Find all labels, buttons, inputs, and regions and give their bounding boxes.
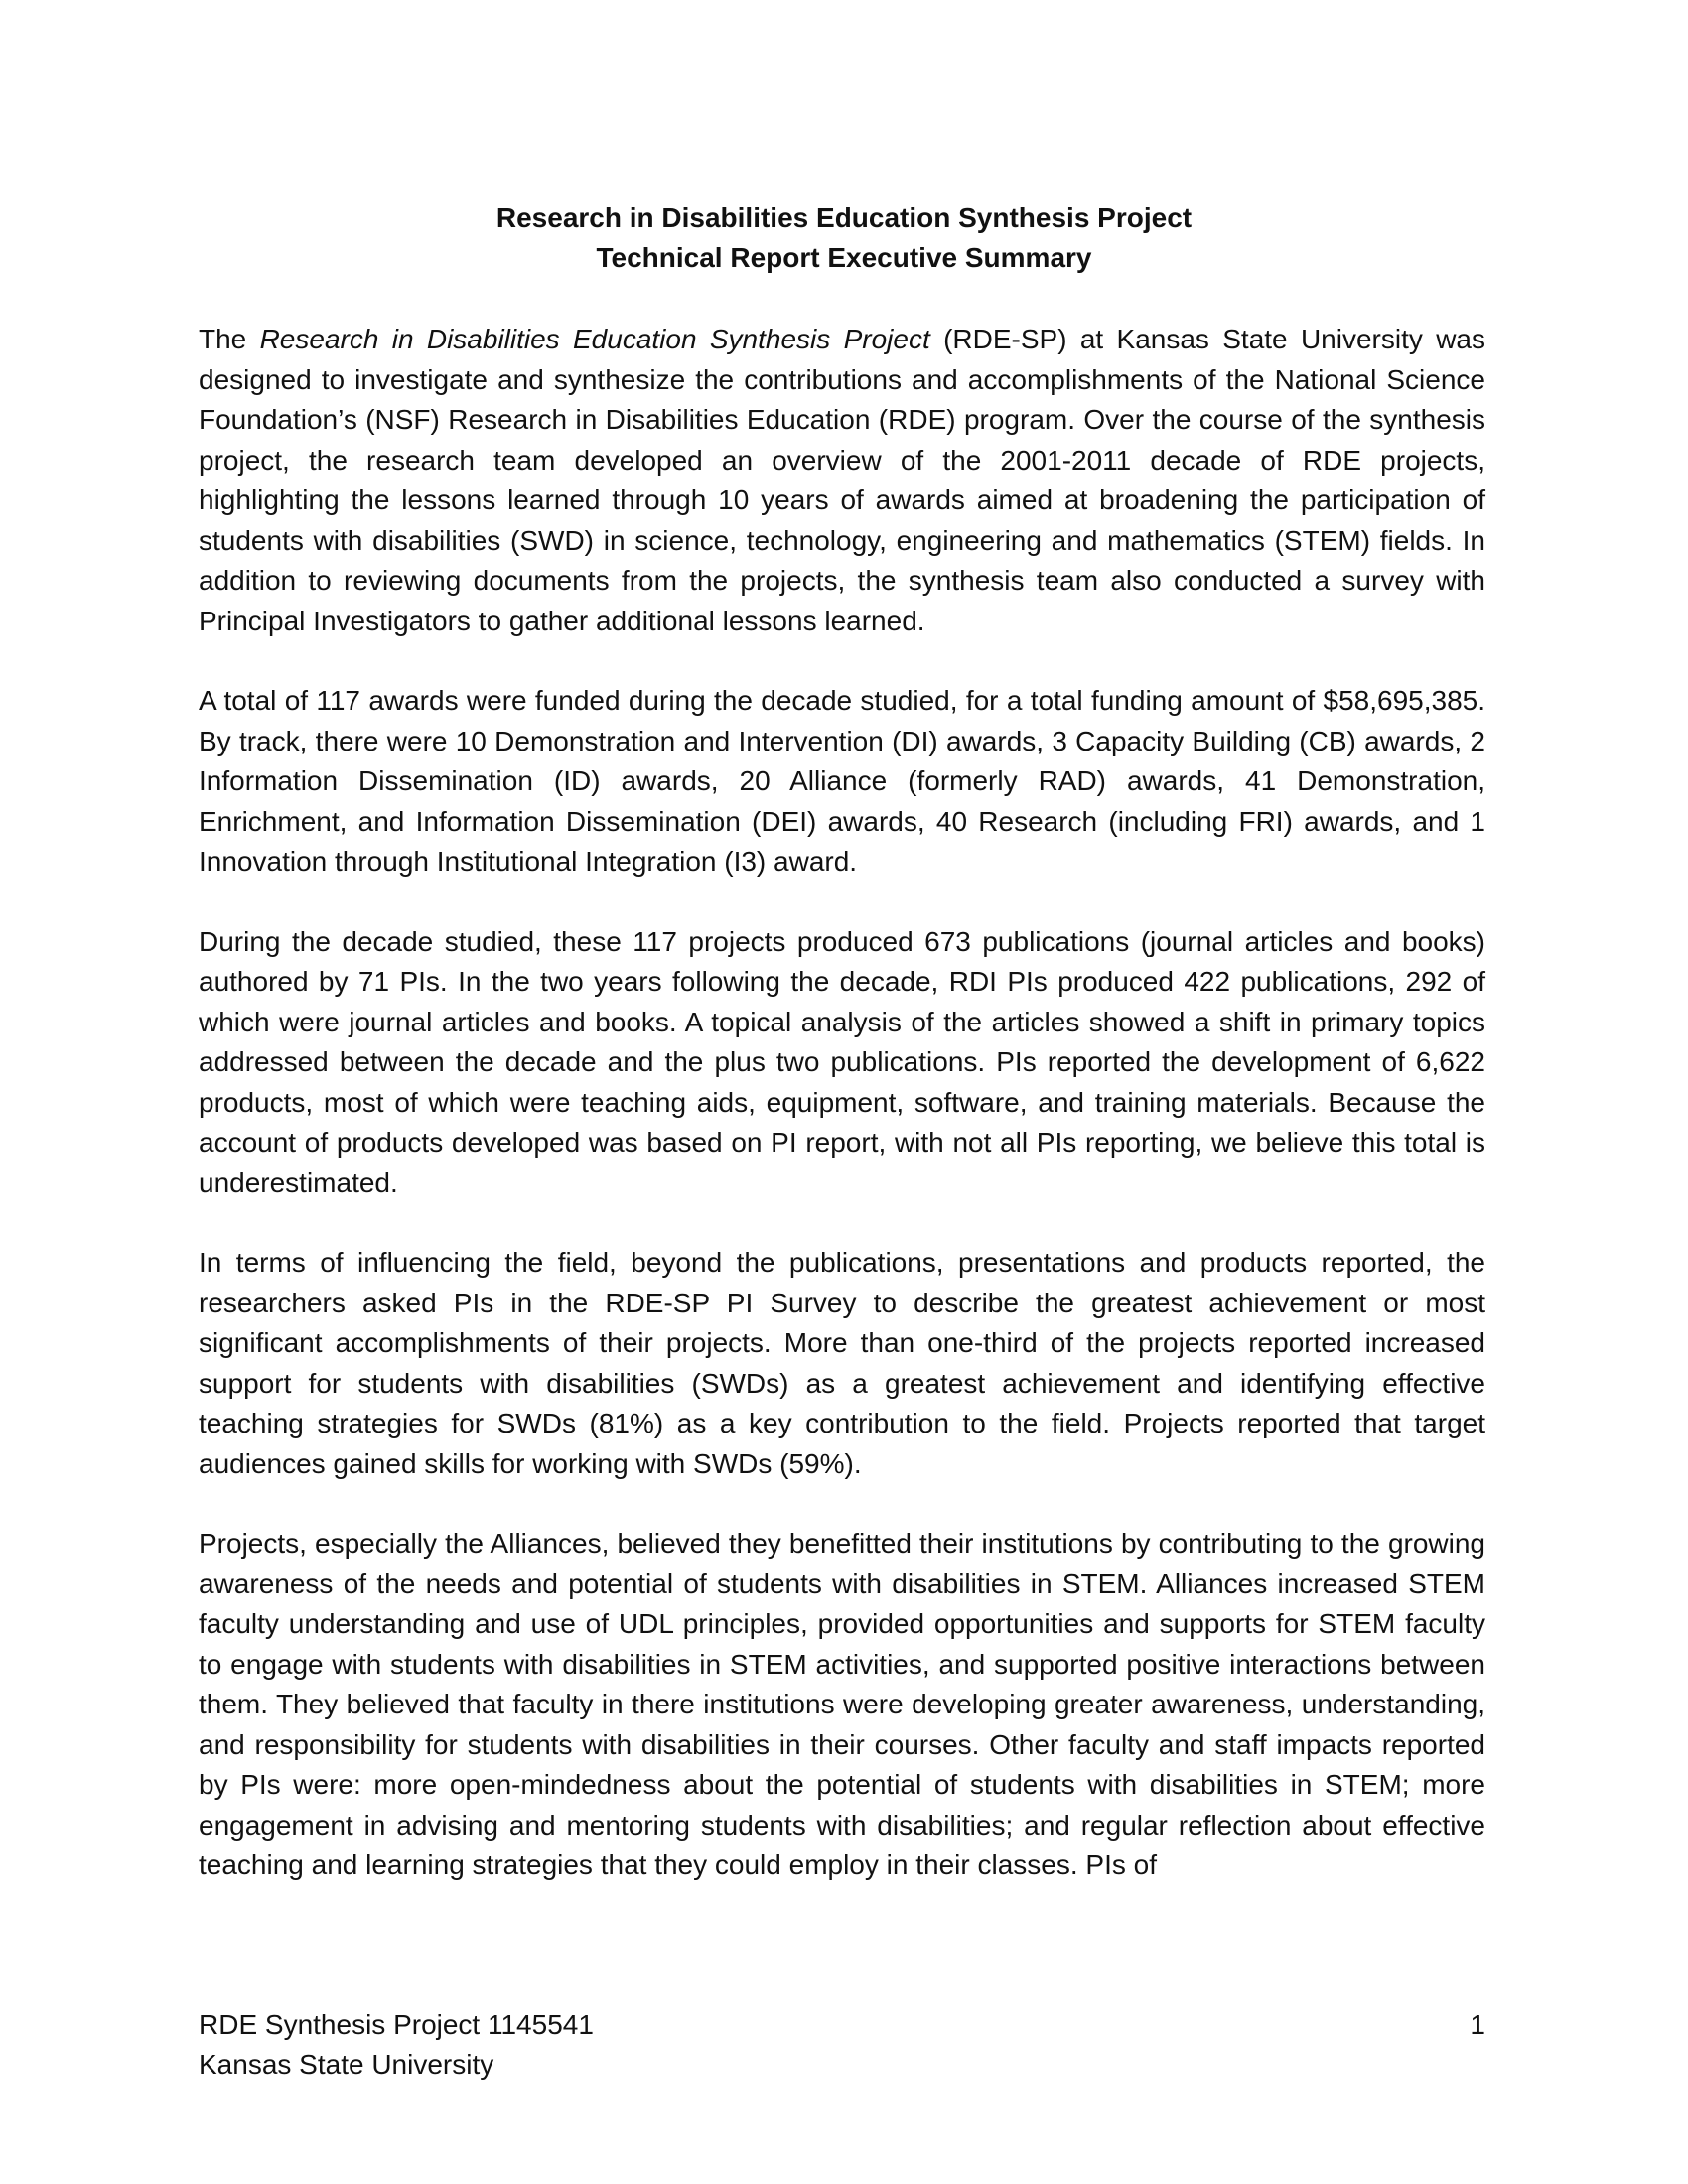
paragraph-publications: During the decade studied, these 117 projects produced 673 publications (journal articles and books) authored by 71 PIs. In the two years following the decade, RDI PIs produced 422 publications, 292 of which were journal articles and books. A topical analysis of the articles showed a shift in primary topics addressed between the decade and the plus two publications. PIs reported the development of 6,622 products, most of which were teaching aids, equipment, software, and training materials. Because the account of products developed was based on PI report, with not all PIs reporting, we believe this total is underestimated. (199, 925, 1485, 1198)
page-footer (199, 2005, 594, 2085)
paragraph-awards: A total of 117 awards were funded during the decade studied, for a total funding amount of $58,695,385. By track, there were 10 Demonstration and Intervention (DI) awards, 3 Capacity Building (CB) awards, 2 Information Dissemination (ID) awards, 20 Alliance (formerly RAD) awards, 41 Demonstration, Enrichment, and Information Dissemination (DEI) awards, 40 Research (including FRI) awards, and 1 Innovation through Institutional Integration (I3) award. (199, 685, 1485, 877)
paragraph-intro-rest: (RDE-SP) at Kansas State University was designed to investigate and synthesize the contributions and accomplishments of the National Science Foundation’s (NSF) Research in Disabilities Education (RDE) program. Over the course of the synthesis project, the research team developed an overview of the 2001-2011 decade of RDE projects, highlighting the lessons learned through 10 years of awards aimed at broadening the participation of students with disabilities (SWD) in science, technology, engineering and mathematics (STEM) fields. In addition to reviewing documents from the projects, the synthesis team also conducted a survey with Principal Investigators to gather additional lessons learned. (199, 324, 1485, 636)
paragraph-intro (199, 320, 1485, 641)
project-name-italic: Research in Disabilities Education Synthesis Project (259, 324, 930, 354)
title-line-2: Technical Report Executive Summary (596, 242, 1092, 273)
page-number: 1 (1470, 2009, 1485, 2040)
paragraph-intro-prefix: The (199, 324, 260, 354)
paragraph-institutions: Projects, especially the Alliances, believed they benefitted their institutions by contributing to the growing awareness of the needs and potential of students with disabilities in STEM. Alliances increased STEM faculty understanding and use of UDL principles, provided opportunities and supports for STEM faculty to engage with students with disabilities in STEM activities, and supported positive interactions between them. They believed that faculty in there institutions were developing greater awareness, understanding, and responsibility for students with disabilities in their courses. Other faculty and staff impacts reported by PIs were: more open-mindedness about the potential of students with disabilities in STEM; more engagement in advising and mentoring students with disabilities; and regular reflection about effective teaching and learning strategies that they could employ in their classes. PIs of (199, 1528, 1485, 1880)
footer-project: RDE Synthesis Project 1145541 (199, 2009, 594, 2040)
title-line-1: Research in Disabilities Education Synthesis Project (495, 203, 1193, 233)
body-text (199, 320, 1485, 1886)
footer-university: Kansas State University (199, 2049, 494, 2080)
document-title (199, 199, 1489, 278)
paragraph-influence: In terms of influencing the field, beyond the publications, presentations and products reported, the researchers asked PIs in the RDE-SP PI Survey to describe the greatest achievement or most significant accomplishments of their projects. More than one-third of the projects reported increased support for students with disabilities (SWDs) as a greatest achievement and identifying effective teaching strategies for SWDs (81%) as a key contribution to the field. Projects reported that target audiences gained skills for working with SWDs (59%). (199, 1247, 1485, 1479)
